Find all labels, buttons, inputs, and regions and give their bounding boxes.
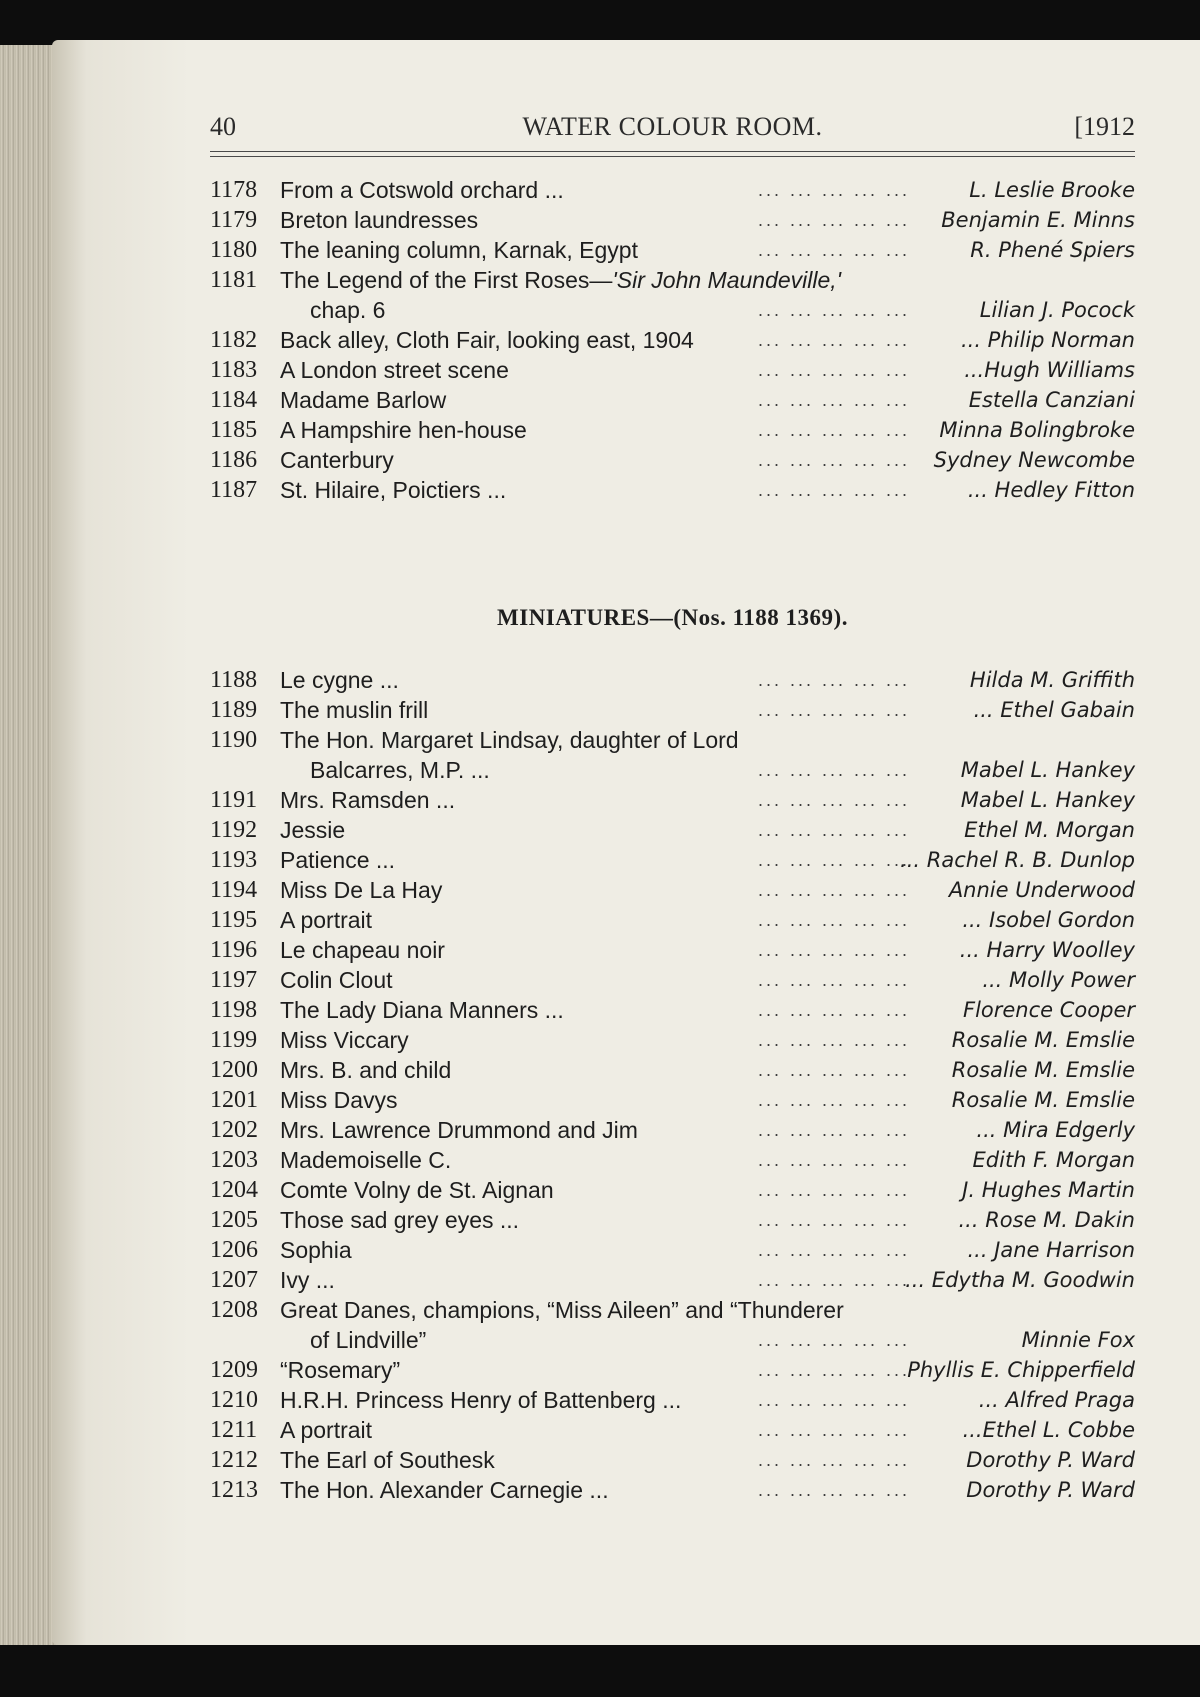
- entry-artist: Mabel L. Hankey: [960, 788, 1135, 812]
- catalogue-entry: [210, 1025, 1135, 1055]
- entry-title-text: Jessie: [280, 817, 346, 843]
- entry-title: [280, 785, 455, 815]
- catalogue-entry: [210, 1295, 1135, 1355]
- entry-artist: Annie Underwood: [948, 878, 1135, 902]
- entry-title-text: The Hon. Margaret Lindsay, daughter of Lord: [280, 727, 739, 753]
- catalogue-entry: [210, 235, 1135, 265]
- entry-number: 1210: [210, 1387, 258, 1413]
- leader-dots: ... ... ... ... ...: [757, 790, 910, 810]
- entry-title: [280, 995, 564, 1025]
- entry-title: [280, 695, 428, 725]
- entry-number: 1207: [210, 1267, 258, 1293]
- entry-number: 1178: [210, 177, 258, 203]
- entry-title: [280, 1475, 609, 1505]
- catalogue-entry: [210, 935, 1135, 965]
- catalogue-entry: [210, 1145, 1135, 1175]
- leader-dots: ... ... ... ... ...: [757, 1390, 910, 1410]
- entry-title-continuation: Balcarres, M.P. ...: [310, 757, 490, 783]
- entry-title-text: Canterbury: [280, 447, 394, 473]
- entry-artist: Rosalie M. Emslie: [951, 1088, 1135, 1112]
- leader-dots: ... ... ... ... ...: [757, 850, 910, 870]
- entry-title: [280, 1085, 398, 1115]
- entry-title-text: A portrait: [280, 1417, 373, 1443]
- entry-artist: ... Isobel Gordon: [962, 908, 1135, 932]
- entry-title-text: Comte Volny de St. Aignan: [280, 1177, 554, 1203]
- entry-artist: ... Mira Edgerly: [976, 1118, 1135, 1142]
- entry-number: 1202: [210, 1117, 258, 1143]
- entry-title: [280, 1265, 335, 1295]
- leader-dots: ... ... ... ... ...: [757, 1240, 910, 1260]
- entry-artist: Dorothy P. Ward: [966, 1448, 1135, 1472]
- entry-number: 1180: [210, 237, 258, 263]
- leader-dots: ... ... ... ... ...: [757, 330, 910, 350]
- entry-number: 1212: [210, 1447, 258, 1473]
- entry-number: 1184: [210, 387, 258, 413]
- page-number: 40: [210, 112, 236, 141]
- entry-title: [280, 1295, 844, 1325]
- entry-artist: ... Rachel R. B. Dunlop: [900, 848, 1135, 872]
- section-heading: MINIATURES—(Nos. 1188 1369).: [497, 605, 848, 630]
- entry-title-text: The Earl of Southesk: [280, 1447, 495, 1473]
- entry-artist: ... Hedley Fitton: [967, 478, 1135, 502]
- catalogue-entry: [210, 1355, 1135, 1385]
- catalogue-entry: [210, 875, 1135, 905]
- leader-dots: ... ... ... ... ...: [757, 1210, 910, 1230]
- entry-title: [280, 965, 393, 995]
- leader-dots: ... ... ... ... ...: [757, 1030, 910, 1050]
- leader-dots: ... ... ... ... ...: [757, 760, 910, 780]
- entry-number: 1203: [210, 1147, 258, 1173]
- entry-title: [280, 1355, 400, 1385]
- entry-number: 1195: [210, 907, 258, 933]
- entry-artist: Sydney Newcombe: [933, 448, 1135, 472]
- leader-dots: ... ... ... ... ...: [757, 180, 910, 200]
- entry-title-continuation: of Lindville”: [310, 1327, 427, 1353]
- entry-artist: Rosalie M. Emslie: [951, 1058, 1135, 1082]
- leader-dots: ... ... ... ... ...: [757, 1090, 910, 1110]
- leader-dots: ... ... ... ... ...: [757, 670, 910, 690]
- entry-title: [280, 725, 739, 755]
- entry-title-text: H.R.H. Princess Henry of Battenberg ...: [280, 1387, 682, 1413]
- entry-number: 1196: [210, 937, 258, 963]
- leader-dots: ... ... ... ... ...: [757, 1270, 910, 1290]
- entry-artist: Dorothy P. Ward: [966, 1478, 1135, 1502]
- entry-title-text: Mrs. Lawrence Drummond and Jim: [280, 1117, 638, 1143]
- entry-title-text: A portrait: [280, 907, 373, 933]
- entry-artist: Ethel M. Morgan: [964, 818, 1135, 842]
- entry-artist: Florence Cooper: [962, 998, 1135, 1022]
- entry-artist: ...Ethel L. Cobbe: [962, 1418, 1135, 1442]
- entry-artist: R. Phené Spiers: [970, 238, 1135, 262]
- entry-title-text: Great Danes, champions, “Miss Aileen” and “Thunderer: [280, 1297, 844, 1323]
- entry-title-text: Miss Davys: [280, 1087, 398, 1113]
- entry-artist: Rosalie M. Emslie: [951, 1028, 1135, 1052]
- entry-number: 1179: [210, 207, 258, 233]
- entry-title-text: The muslin frill: [280, 697, 429, 723]
- leader-dots: ... ... ... ... ...: [757, 1330, 910, 1350]
- catalogue-entry: [210, 785, 1135, 815]
- entry-number: 1194: [210, 877, 258, 903]
- entry-title-text: The Hon. Alexander Carnegie ...: [280, 1477, 609, 1503]
- catalogue-entry: [210, 725, 1135, 785]
- entry-artist: Mabel L. Hankey: [960, 758, 1135, 782]
- entry-title-text: Breton laundresses: [280, 207, 479, 233]
- header-rule-double: [210, 156, 1135, 157]
- entry-number: 1201: [210, 1087, 258, 1113]
- leader-dots: ... ... ... ... ...: [757, 700, 910, 720]
- catalogue-entry: [210, 445, 1135, 475]
- entry-title: [280, 815, 345, 845]
- leader-dots: ... ... ... ... ...: [757, 1420, 910, 1440]
- entry-artist: ...Hugh Williams: [964, 358, 1135, 382]
- leader-dots: ... ... ... ... ...: [757, 1000, 910, 1020]
- leader-dots: ... ... ... ... ...: [757, 450, 910, 470]
- entry-number: 1200: [210, 1057, 258, 1083]
- leader-dots: ... ... ... ... ...: [757, 300, 910, 320]
- entry-title-text: Miss De La Hay: [280, 877, 443, 903]
- entry-number: 1183: [210, 357, 258, 383]
- catalogue-entry: [210, 1265, 1135, 1295]
- leader-dots: ... ... ... ... ...: [757, 210, 910, 230]
- entry-number: 1189: [210, 697, 258, 723]
- catalogue-entry: [210, 1175, 1135, 1205]
- entry-title: [280, 355, 509, 385]
- catalogue-entry: [210, 1085, 1135, 1115]
- entry-title-text: Mademoiselle C.: [280, 1147, 452, 1173]
- entry-title: [280, 265, 841, 295]
- entry-title-text: Those sad grey eyes ...: [280, 1207, 520, 1233]
- entry-title: [280, 1235, 352, 1265]
- entry-artist: ... Rose M. Dakin: [958, 1208, 1135, 1232]
- leader-dots: ... ... ... ... ...: [757, 940, 910, 960]
- catalogue-entry: [210, 1205, 1135, 1235]
- entry-title: [280, 1055, 451, 1085]
- entry-title-text: The leaning column, Karnak, Egypt: [280, 237, 638, 263]
- catalogue-entry: [210, 905, 1135, 935]
- leader-dots: ... ... ... ... ...: [757, 1120, 910, 1140]
- entry-artist: Estella Canziani: [968, 388, 1135, 412]
- entry-artist: Edith F. Morgan: [972, 1148, 1135, 1172]
- entry-title-text: Le chapeau noir: [280, 937, 445, 963]
- catalogue-entry: [210, 815, 1135, 845]
- catalogue-entry: [210, 665, 1135, 695]
- entry-title-continuation: chap. 6: [310, 297, 386, 323]
- catalogue-entry: [210, 1385, 1135, 1415]
- catalogue-entry: [210, 965, 1135, 995]
- leader-dots: ... ... ... ... ...: [757, 420, 910, 440]
- entry-title-text: A Hampshire hen-house: [280, 417, 527, 443]
- entry-title-text: St. Hilaire, Poictiers ...: [280, 477, 507, 503]
- leader-dots: ... ... ... ... ...: [757, 1360, 910, 1380]
- leader-dots: ... ... ... ... ...: [757, 1150, 910, 1170]
- leader-dots: ... ... ... ... ...: [757, 1060, 910, 1080]
- entry-number: 1193: [210, 847, 258, 873]
- entry-artist: ... Jane Harrison: [967, 1238, 1135, 1262]
- entry-number: 1208: [210, 1297, 258, 1323]
- running-title: WATER COLOUR ROOM.: [522, 112, 823, 141]
- entry-title: [280, 665, 399, 695]
- entry-title: [280, 1205, 519, 1235]
- leader-dots: ... ... ... ... ...: [757, 970, 910, 990]
- entry-title-text: “Rosemary”: [280, 1357, 401, 1383]
- entry-title-text: Sophia: [280, 1237, 352, 1263]
- leader-dots: ... ... ... ... ...: [757, 480, 910, 500]
- catalogue-entry: [210, 175, 1135, 205]
- catalogue-entry: [210, 1445, 1135, 1475]
- entry-title-source: 'Sir John Maundeville,': [612, 267, 842, 293]
- entry-artist: ... Molly Power: [982, 968, 1135, 992]
- entry-title: [280, 935, 445, 965]
- entry-title: [280, 235, 638, 265]
- entry-title: [280, 1025, 409, 1055]
- entry-title: [280, 1145, 451, 1175]
- entry-number: 1187: [210, 477, 258, 503]
- entry-title: [280, 905, 372, 935]
- entry-title: [280, 415, 527, 445]
- entry-artist: Hilda M. Griffith: [969, 668, 1135, 692]
- entry-number: 1204: [210, 1177, 258, 1203]
- catalogue-entry: [210, 355, 1135, 385]
- entry-number: 1185: [210, 417, 258, 443]
- entry-title: [280, 1115, 638, 1145]
- entry-title-text: Mrs. Ramsden ...: [280, 787, 456, 813]
- leader-dots: ... ... ... ... ...: [757, 360, 910, 380]
- entry-title: [280, 1385, 681, 1415]
- entry-number: 1205: [210, 1207, 258, 1233]
- entry-title-text: A London street scene: [280, 357, 509, 383]
- entry-title: [280, 475, 506, 505]
- entry-artist: ... Alfred Praga: [978, 1388, 1135, 1412]
- entry-title-text: Le cygne ...: [280, 667, 399, 693]
- entry-artist: Minnie Fox: [1021, 1328, 1135, 1352]
- catalogue-entry: [210, 1055, 1135, 1085]
- catalogue-entry: [210, 845, 1135, 875]
- entry-title: [280, 175, 564, 205]
- entry-title-text: The Legend of the First Roses—: [280, 267, 613, 293]
- entry-title: [280, 385, 446, 415]
- year-marker: [1912: [1074, 112, 1135, 141]
- entry-number: 1181: [210, 267, 258, 293]
- entry-number: 1197: [210, 967, 258, 993]
- entry-title-text: Miss Viccary: [280, 1027, 409, 1053]
- catalogue-list-water-colours: [210, 175, 1135, 505]
- entry-artist: ... Harry Woolley: [959, 938, 1135, 962]
- leader-dots: ... ... ... ... ...: [757, 390, 910, 410]
- leader-dots: ... ... ... ... ...: [757, 1450, 910, 1470]
- catalogue-list-miniatures: [210, 665, 1135, 1505]
- entry-artist: Minna Bolingbroke: [939, 418, 1135, 442]
- page-header: [210, 112, 1135, 152]
- entry-title-text: Colin Clout: [280, 967, 393, 993]
- catalogue-entry: [210, 995, 1135, 1025]
- catalogue-entry: [210, 325, 1135, 355]
- entry-number: 1206: [210, 1237, 258, 1263]
- entry-title-text: Mrs. B. and child: [280, 1057, 452, 1083]
- entry-title: [280, 1445, 495, 1475]
- entry-title-text: The Lady Diana Manners ...: [280, 997, 564, 1023]
- entry-number: 1213: [210, 1477, 258, 1503]
- entry-title-text: From a Cotswold orchard ...: [280, 177, 564, 203]
- entry-artist: Benjamin E. Minns: [941, 208, 1135, 232]
- catalogue-entry: [210, 415, 1135, 445]
- entry-number: 1192: [210, 817, 258, 843]
- entry-title: [280, 1415, 372, 1445]
- entry-number: 1191: [210, 787, 258, 813]
- entry-number: 1198: [210, 997, 258, 1023]
- catalogue-entry: [210, 1235, 1135, 1265]
- catalogue-entry: [210, 695, 1135, 725]
- leader-dots: ... ... ... ... ...: [757, 910, 910, 930]
- catalogue-entry: [210, 475, 1135, 505]
- entry-number: 1190: [210, 727, 258, 753]
- catalogue-entry: [210, 205, 1135, 235]
- entry-number: 1211: [210, 1417, 258, 1443]
- entry-title: [280, 445, 394, 475]
- entry-artist: J. Hughes Martin: [962, 1178, 1135, 1202]
- leader-dots: ... ... ... ... ...: [757, 240, 910, 260]
- entry-artist: ... Edytha M. Goodwin: [905, 1268, 1135, 1292]
- entry-title: [280, 205, 478, 235]
- catalogue-entry: [210, 1475, 1135, 1505]
- leader-dots: ... ... ... ... ...: [757, 820, 910, 840]
- entry-artist: ... Philip Norman: [960, 328, 1135, 352]
- entry-number: 1182: [210, 327, 258, 353]
- entry-number: 1209: [210, 1357, 258, 1383]
- entry-title-text: Patience ...: [280, 847, 396, 873]
- entry-title: [280, 875, 442, 905]
- entry-title-text: Ivy ...: [280, 1267, 335, 1293]
- entry-artist: L. Leslie Brooke: [969, 178, 1135, 202]
- entry-artist: Phyllis E. Chipperfield: [907, 1358, 1135, 1382]
- catalogue-entry: [210, 1115, 1135, 1145]
- entry-title: [280, 845, 395, 875]
- entry-title-text: Madame Barlow: [280, 387, 447, 413]
- catalogue-entry: [210, 385, 1135, 415]
- entry-number: 1188: [210, 667, 258, 693]
- leader-dots: ... ... ... ... ...: [757, 1480, 910, 1500]
- leader-dots: ... ... ... ... ...: [757, 1180, 910, 1200]
- catalogue-entry: [210, 1415, 1135, 1445]
- catalogue-entry: [210, 265, 1135, 325]
- entry-artist: ... Ethel Gabain: [973, 698, 1135, 722]
- entry-number: 1186: [210, 447, 258, 473]
- entry-artist: Lilian J. Pocock: [979, 298, 1135, 322]
- entry-title-text: Back alley, Cloth Fair, looking east, 1904: [280, 327, 694, 353]
- entry-number: 1199: [210, 1027, 258, 1053]
- entry-title: [280, 1175, 554, 1205]
- entry-title: [280, 325, 694, 355]
- leader-dots: ... ... ... ... ...: [757, 880, 910, 900]
- header-rule: [210, 151, 1135, 152]
